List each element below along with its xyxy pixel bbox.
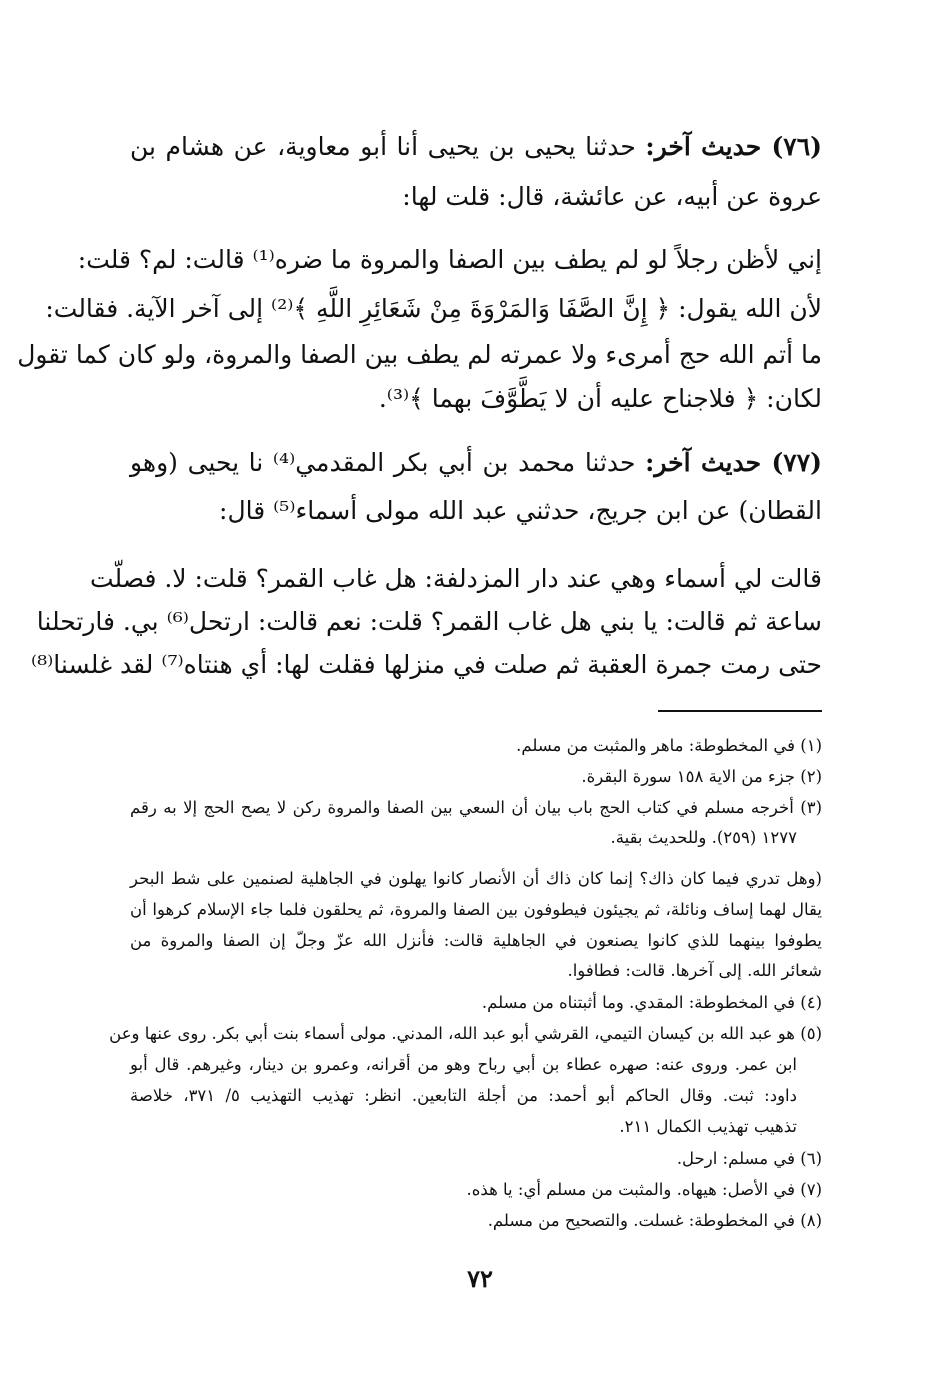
footnote-5-line-4: تذهيب تهذيب الكمال ٢١١.	[619, 1117, 797, 1136]
footnote-5-line-3: داود: ثبت. وقال الحاكم أبو أحمد: من أجلة التابعين. انظر: تهذيب التهذيب ٥/ ٣٧١، خلاصة	[130, 1086, 797, 1105]
footnote-3-quote-line-2: يقال لهما إساف ونائلة، ثم يجيئون فيطوفون بين الصفا والمروة، ثم يحلقون فلما جاء الإسلام كرهوا أن	[130, 900, 822, 919]
hadith-77-header-line-2: القطان) عن ابن جريج، حدثني عبد الله مولى أسماء⁽⁵⁾ قال:	[219, 496, 822, 525]
footnote-8: (٨) في المخطوطة: غسلت. والتصحيح من مسلم.	[487, 1211, 822, 1230]
footnote-4: (٤) في المخطوطة: المقدي. وما أثبتناه من مسلم.	[481, 993, 822, 1012]
hadith-77-text-line-3: حتى رمت جمرة العقبة ثم صلت في منزلها فقلت لها: أي هنتاه⁽⁷⁾ لقد غلسنا⁽⁸⁾	[30, 650, 822, 679]
footnote-5-line-1: (٥) هو عبد الله بن كيسان التيمي، القرشي أبو عبد الله، المدني. مولى أسماء بنت أبي بكر. روى عنها وعن	[109, 1024, 822, 1043]
page-number: ٧٢	[467, 1264, 493, 1293]
hadith-76-text-line-4: لكان: ﴿ فلاجناح عليه أن لا يَطَّوَّفَ بهما ﴾⁽³⁾.	[378, 384, 822, 413]
hadith-76-text-line-2: لأن الله يقول: ﴿ إِنَّ الصَّفَا وَالمَرْوَةَ مِنْ شَعَائِرِ اللَّهِ ﴾⁽²⁾ إلى آخر الآية. فقالت:	[45, 294, 822, 323]
hadith-76-header-line-2: عروة عن أبيه، عن عائشة، قال: قلت لها:	[402, 182, 822, 211]
hadith-76-text-line-1: إني لأظن رجلاً لو لم يطف بين الصفا والمروة ما ضره⁽¹⁾ قالت: لم؟ قلت:	[77, 245, 822, 274]
hadith-77-label: (٧٧) حديث آخر:	[645, 448, 822, 477]
hadith-77-text-line-2: ساعة ثم قالت: يا بني هل غاب القمر؟ قلت: نعم قالت: ارتحل⁽⁶⁾ بي. فارتحلنا	[36, 607, 822, 636]
footnote-3-quote-line-4: شعائر الله. إلى آخرها. قالت: فطافوا.	[567, 961, 822, 980]
hadith-76-header-line-1	[130, 130, 822, 164]
footnote-7: (٧) في الأصل: هيهاه. والمثبت من مسلم أي: يا هذه.	[466, 1180, 822, 1199]
footnote-5-line-2: ابن عمر. وروى عنه: صهره عطاء بن أبي رباح وهو من أقرانه، وعمرو بن دينار، وغيرهم. قال أبو	[130, 1055, 797, 1074]
footnote-separator	[658, 710, 822, 712]
hadith-76-chain-start: حدثنا يحيى بن يحيى أنا أبو معاوية، عن هشام بن	[130, 132, 646, 161]
hadith-77-chain-start: حدثنا محمد بن أبي بكر المقدمي⁽⁴⁾ نا يحيى (وهو	[130, 448, 646, 477]
footnote-2: (٢) جزء من الاية ١٥٨ سورة البقرة.	[581, 767, 822, 786]
hadith-76-label: (٧٦) حديث آخر:	[645, 132, 822, 161]
footnote-3-line-1: (٣) أخرجه مسلم في كتاب الحج باب بيان أن السعي بين الصفا والمروة ركن لا يصح الحج إلا به رقم	[130, 798, 822, 817]
hadith-77-text-line-1: قالت لي أسماء وهي عند دار المزدلفة: هل غاب القمر؟ قلت: لا. فصلّت	[89, 564, 822, 593]
footnote-1: (١) في المخطوطة: ماهر والمثبت من مسلم.	[516, 736, 822, 755]
footnote-3-quote-line-1: (وهل تدري فيما كان ذاك؟ إنما كان ذاك أن الأنصار كانوا يهلون في الجاهلية لصنمين على شط البحر	[130, 869, 822, 888]
hadith-76-text-line-3: ما أتم الله حج أمرىء ولا عمرته لم يطف بين الصفا والمروة، ولو كان كما تقول	[17, 340, 822, 369]
footnote-3-line-2: ١٢٧٧ (٢٥٩). وللحديث بقية.	[610, 828, 797, 847]
footnote-6: (٦) في مسلم: ارحل.	[676, 1149, 822, 1168]
hadith-77-header-line-1	[130, 446, 822, 480]
footnote-3-quote-line-3: يطوفوا بينهما للذي كانوا يصنعون في الجاهلية قالت: فأنزل الله عزّ وجلّ إن الصفا والمروة من	[130, 931, 822, 950]
